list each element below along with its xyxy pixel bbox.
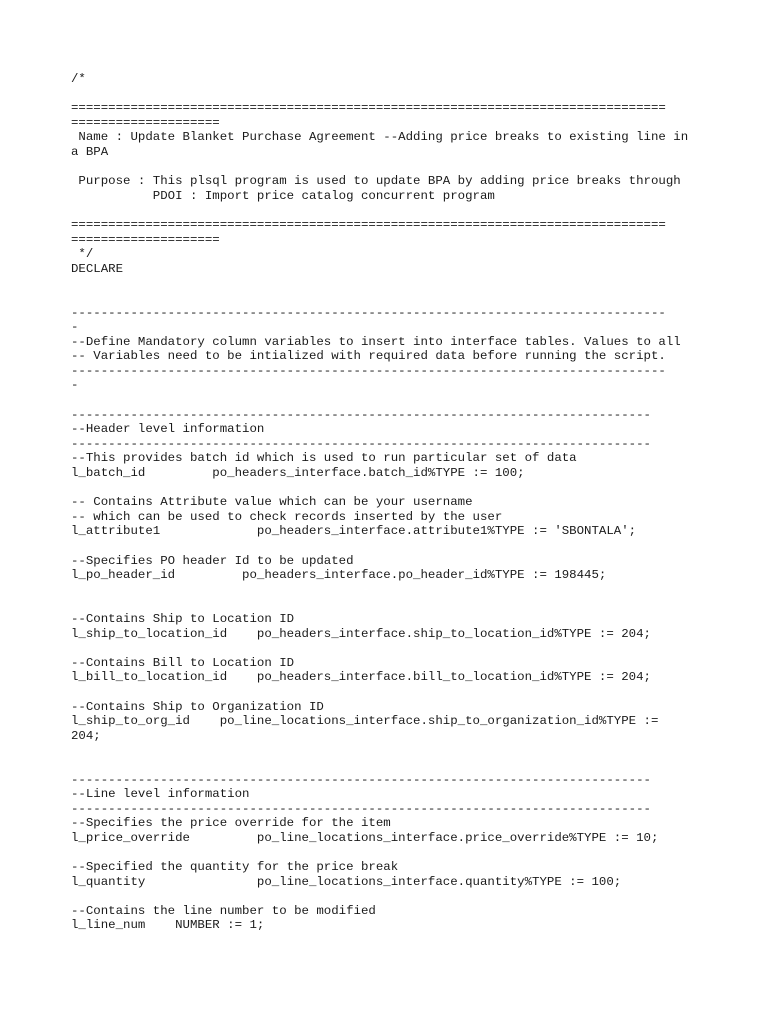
code-line: --Contains the line number to be modified <box>71 903 376 918</box>
code-line: l_price_override po_line_locations_interface.price_override%TYPE := 10; <box>71 830 659 845</box>
code-line <box>71 87 711 102</box>
code-line: --Specifies the price override for the item <box>71 816 391 831</box>
code-line <box>71 203 711 218</box>
code-line: - <box>71 378 79 393</box>
code-line: -- Contains Attribute value which can be your username <box>71 495 473 510</box>
code-line: a BPA <box>71 144 109 159</box>
code-line: ------------------------------------------------------------------------------ <box>71 436 651 451</box>
code-line <box>71 685 711 700</box>
code-line: */ <box>71 247 94 262</box>
code-line: l_attribute1 po_headers_interface.attribute1%TYPE := 'SBONTALA'; <box>71 524 637 539</box>
code-line <box>71 481 711 496</box>
code-line <box>71 889 711 904</box>
code-line: --Line level information <box>71 787 250 802</box>
code-line: ------------------------------------------------------------------------------ <box>71 772 651 787</box>
code-line: ==================== <box>71 232 220 247</box>
code-line: --Specifies PO header Id to be updated <box>71 553 354 568</box>
code-listing <box>71 72 711 933</box>
code-line: DECLARE <box>71 261 124 276</box>
code-line: --Contains Ship to Organization ID <box>71 699 324 714</box>
code-line: PDOI : Import price catalog concurrent program <box>71 188 495 203</box>
code-line: l_po_header_id po_headers_interface.po_header_id%TYPE := 198445; <box>71 568 607 583</box>
code-line: /* <box>71 72 86 86</box>
code-line: --Specified the quantity for the price break <box>71 860 399 875</box>
code-line <box>71 291 711 306</box>
code-line <box>71 758 711 773</box>
code-line: --Contains Bill to Location ID <box>71 655 295 670</box>
code-line: l_batch_id po_headers_interface.batch_id%TYPE := 100; <box>71 466 525 481</box>
code-line <box>71 845 711 860</box>
code-line: ------------------------------------------------------------------------------ <box>71 801 651 816</box>
code-line: ------------------------------------------------------------------------------ <box>71 407 651 422</box>
code-line: Purpose : This plsql program is used to update BPA by adding price breaks through <box>71 174 681 189</box>
code-line: -- Variables need to be intialized with required data before running the script. <box>71 349 666 364</box>
code-line: --This provides batch id which is used to run particular set of data <box>71 451 577 466</box>
code-line: --Header level information <box>71 422 265 437</box>
code-line: ================================================================================ <box>71 101 666 116</box>
code-line: -------------------------------------------------------------------------------- <box>71 363 666 378</box>
code-line: -------------------------------------------------------------------------------- <box>71 305 666 320</box>
code-line: ==================== <box>71 115 220 130</box>
code-line <box>71 583 711 598</box>
code-line: l_ship_to_location_id po_headers_interface.ship_to_location_id%TYPE := 204; <box>71 626 651 641</box>
code-line: --Contains Ship to Location ID <box>71 611 295 626</box>
code-line: l_ship_to_org_id po_line_locations_interface.ship_to_organization_id%TYPE := <box>71 714 659 729</box>
code-line <box>71 597 711 612</box>
code-line <box>71 641 711 656</box>
code-line: l_quantity po_line_locations_interface.quantity%TYPE := 100; <box>71 874 622 889</box>
code-line <box>71 160 711 175</box>
code-line <box>71 393 711 408</box>
code-line: l_line_num NUMBER := 1; <box>71 918 265 933</box>
code-line: l_bill_to_location_id po_headers_interface.bill_to_location_id%TYPE := 204; <box>71 670 651 685</box>
code-line <box>71 539 711 554</box>
code-line: Name : Update Blanket Purchase Agreement --Adding price breaks to existing line in <box>71 130 689 145</box>
code-line: 204; <box>71 728 101 743</box>
code-line: ================================================================================ <box>71 217 666 232</box>
code-line: - <box>71 320 79 335</box>
code-line <box>71 743 711 758</box>
code-line: --Define Mandatory column variables to insert into interface tables. Values to all <box>71 334 681 349</box>
code-line: -- which can be used to check records inserted by the user <box>71 509 503 524</box>
code-line <box>71 276 711 291</box>
